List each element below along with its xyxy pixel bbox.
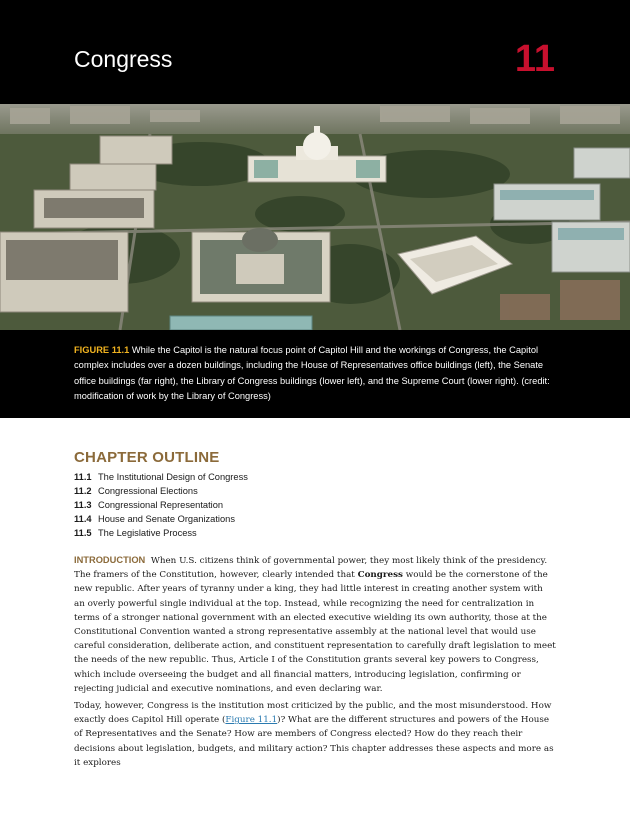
body-text-part: )? What are the different structures and powers of the House of Representatives and the Senate? How are members of Congress elected? How do they reach their decisions about legislation, budgets, and military action? This chapter addresses these aspects and more as it explores <box>74 715 554 768</box>
body-paragraph <box>74 699 556 770</box>
outline-item-number: 11.2 <box>74 486 92 496</box>
chapter-outline-heading: CHAPTER OUTLINE <box>74 449 220 466</box>
intro-text-part: would be the cornerstone of the new republic. After years of tyranny under a king, they had little interest in creating another system with an overly powerful single individual at the top. Instead, while recognizing the need for centralization in terms of a stronger national government with an elected executive wielding its own authority, those at the Constitutional Convention wanted a strong representative assembly at the national level that would use careful consideration, deliberate action, and constituent representation to carefully draft legislation to meet the needs of the new republic. Thus, Article I of the Constitution grants several key powers to Congress, which include overseeing the budget and all financial matters, introducing legislation, confirming or rejecting judicial and executive nominations, and even declaring war. <box>74 570 556 694</box>
figure-label: FIGURE 11.1 <box>74 345 130 355</box>
outline-item[interactable] <box>74 526 248 540</box>
outline-item-title: Congressional Representation <box>98 500 224 510</box>
figure-caption <box>74 343 559 404</box>
outline-item-number: 11.3 <box>74 500 92 510</box>
figure-caption-text: While the Capitol is the natural focus point of Capitol Hill and the workings of Congress, the Capitol complex includes over a dozen buildings, including the House of Representatives office buildings (left), the Senate office buildings (far right), the Library of Congress buildings (lower left), and the Supreme Court (lower right). (credit: modification of work by the Library of Congress) <box>74 345 550 401</box>
outline-item[interactable] <box>74 498 248 512</box>
introduction-label: INTRODUCTION <box>74 555 146 565</box>
intro-text-part: When U.S. citizens think of governmental power, they most likely think of the presidency. The framers of the Constitution, however, clearly intended that <box>74 556 548 581</box>
chapter-number: 11 <box>514 38 555 80</box>
outline-item-title: The Legislative Process <box>98 528 197 538</box>
congress-keyword: Congress <box>357 570 403 581</box>
outline-item-title: House and Senate Organizations <box>98 514 235 524</box>
outline-item-number: 11.1 <box>74 472 92 482</box>
figure-link[interactable]: Figure 11.1 <box>225 715 278 726</box>
outline-item[interactable] <box>74 484 248 498</box>
introduction-paragraph <box>74 553 556 696</box>
outline-item[interactable] <box>74 512 248 526</box>
outline-item-title: Congressional Elections <box>98 486 198 496</box>
outline-item-number: 11.4 <box>74 514 92 524</box>
outline-item[interactable] <box>74 470 248 484</box>
outline-item-number: 11.5 <box>74 528 92 538</box>
chapter-outline-list <box>74 470 248 540</box>
chapter-title: Congress <box>74 46 173 72</box>
outline-item-title: The Institutional Design of Congress <box>98 472 248 482</box>
body-text-part: Today, however, Congress is the institution most criticized by the public, and the most misunderstood. How exactly does Capitol Hill operate ( <box>74 701 552 726</box>
capitol-aerial-photo <box>0 104 630 330</box>
